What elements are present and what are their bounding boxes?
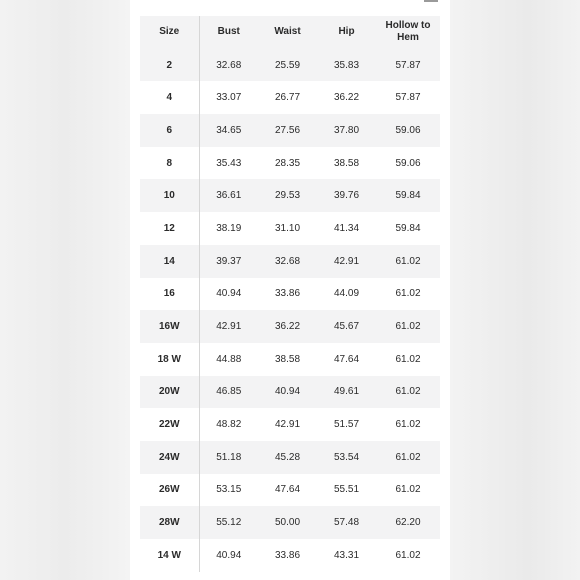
size-cell: 16: [140, 278, 199, 311]
waist-cell: 40.94: [274, 386, 301, 398]
bust-cell: 46.85: [216, 386, 242, 398]
size-cell: 22W: [140, 408, 199, 441]
table-row: [140, 408, 440, 441]
hollow-to-hem-cell: 57.87: [395, 59, 421, 71]
table-row: [140, 343, 440, 376]
hip-cell: 55.51: [333, 484, 360, 496]
table-header-row: [140, 16, 440, 49]
bust-cell: 33.07: [216, 92, 242, 104]
background-right: [450, 0, 580, 580]
size-cell: 14 W: [140, 539, 199, 572]
hip-cell: 42.91: [333, 255, 360, 267]
table-row: [140, 441, 440, 474]
hollow-to-hem-cell: 61.02: [395, 321, 421, 333]
hollow-to-hem-cell: 61.02: [395, 386, 421, 398]
bust-cell: 38.19: [216, 222, 242, 234]
bust-cell: 42.91: [216, 321, 242, 333]
top-edge-mark: [424, 0, 438, 2]
size-cell: 8: [140, 147, 199, 180]
size-cell: 6: [140, 114, 199, 147]
waist-cell: 50.00: [274, 517, 301, 529]
hip-cell: 36.22: [333, 92, 360, 104]
size-cell: 2: [140, 49, 199, 82]
hip-cell: 47.64: [333, 353, 360, 365]
hollow-to-hem-cell: 59.06: [395, 124, 421, 136]
waist-cell: 31.10: [274, 222, 301, 234]
table-row: [140, 212, 440, 245]
hip-cell: 35.83: [333, 59, 360, 71]
table-row: [140, 49, 440, 82]
hip-cell: 57.48: [333, 517, 360, 529]
bust-cell: 39.37: [216, 255, 242, 267]
header-size: Size: [140, 16, 199, 49]
size-cell: 10: [140, 179, 199, 212]
waist-cell: 42.91: [274, 419, 301, 431]
bust-cell: 32.68: [216, 59, 242, 71]
size-cell: 24W: [140, 441, 199, 474]
table-row: [140, 179, 440, 212]
hip-cell: 39.76: [333, 190, 360, 202]
header-bust: Bust: [217, 26, 240, 38]
hollow-to-hem-cell: 61.02: [395, 451, 421, 463]
hollow-to-hem-cell: 61.02: [395, 419, 421, 431]
bust-cell: 40.94: [216, 288, 242, 300]
size-cell: 26W: [140, 474, 199, 507]
hollow-to-hem-cell: 61.02: [395, 549, 421, 561]
hip-cell: 44.09: [333, 288, 360, 300]
waist-cell: 36.22: [274, 321, 301, 333]
bust-cell: 36.61: [216, 190, 242, 202]
size-cell: 28W: [140, 506, 199, 539]
waist-cell: 47.64: [274, 484, 301, 496]
size-cell: 12: [140, 212, 199, 245]
bust-cell: 48.82: [216, 419, 242, 431]
table-row: [140, 81, 440, 114]
waist-cell: 45.28: [274, 451, 301, 463]
size-cell: 20W: [140, 376, 199, 409]
hip-cell: 41.34: [333, 222, 360, 234]
hip-cell: 43.31: [333, 549, 360, 561]
hollow-to-hem-cell: 59.84: [395, 190, 421, 202]
header-waist: Waist: [274, 26, 301, 38]
table-row: [140, 506, 440, 539]
hip-cell: 53.54: [333, 451, 360, 463]
bust-cell: 53.15: [216, 484, 242, 496]
header-hip: Hip: [338, 26, 355, 38]
hollow-to-hem-cell: 61.02: [395, 353, 421, 365]
size-cell: 18 W: [140, 343, 199, 376]
waist-cell: 25.59: [274, 59, 301, 71]
bust-cell: 40.94: [216, 549, 242, 561]
hollow-to-hem-cell: 61.02: [395, 484, 421, 496]
size-cell: 4: [140, 81, 199, 114]
waist-cell: 38.58: [274, 353, 301, 365]
table-row: [140, 245, 440, 278]
waist-cell: 27.56: [274, 124, 301, 136]
waist-cell: 33.86: [274, 288, 301, 300]
table-row: [140, 474, 440, 507]
hollow-to-hem-cell: 57.87: [395, 92, 421, 104]
table-row: [140, 147, 440, 180]
table-row: [140, 539, 440, 572]
hip-cell: 45.67: [333, 321, 360, 333]
bust-cell: 55.12: [216, 517, 242, 529]
hip-cell: 49.61: [333, 386, 360, 398]
bust-cell: 34.65: [216, 124, 242, 136]
waist-cell: 33.86: [274, 549, 301, 561]
waist-cell: 26.77: [274, 92, 301, 104]
bust-cell: 35.43: [216, 157, 242, 169]
size-chart-table: [140, 16, 441, 572]
table-row: [140, 278, 440, 311]
background-left: [0, 0, 130, 580]
size-chart-card: [130, 0, 450, 580]
size-cell: 16W: [140, 310, 199, 343]
header-hollow-to-hem: Hollow to Hem: [385, 20, 431, 44]
hollow-to-hem-cell: 59.84: [395, 222, 421, 234]
table-row: [140, 376, 440, 409]
hollow-to-hem-cell: 61.02: [395, 255, 421, 267]
waist-cell: 28.35: [274, 157, 301, 169]
hollow-to-hem-cell: 61.02: [395, 288, 421, 300]
hollow-to-hem-cell: 62.20: [395, 517, 421, 529]
hip-cell: 38.58: [333, 157, 360, 169]
bust-cell: 44.88: [216, 353, 242, 365]
waist-cell: 29.53: [274, 190, 301, 202]
table-row: [140, 310, 440, 343]
size-cell: 14: [140, 245, 199, 278]
table-row: [140, 114, 440, 147]
bust-cell: 51.18: [216, 451, 242, 463]
hip-cell: 51.57: [333, 419, 360, 431]
waist-cell: 32.68: [274, 255, 301, 267]
hollow-to-hem-cell: 59.06: [395, 157, 421, 169]
hip-cell: 37.80: [333, 124, 360, 136]
